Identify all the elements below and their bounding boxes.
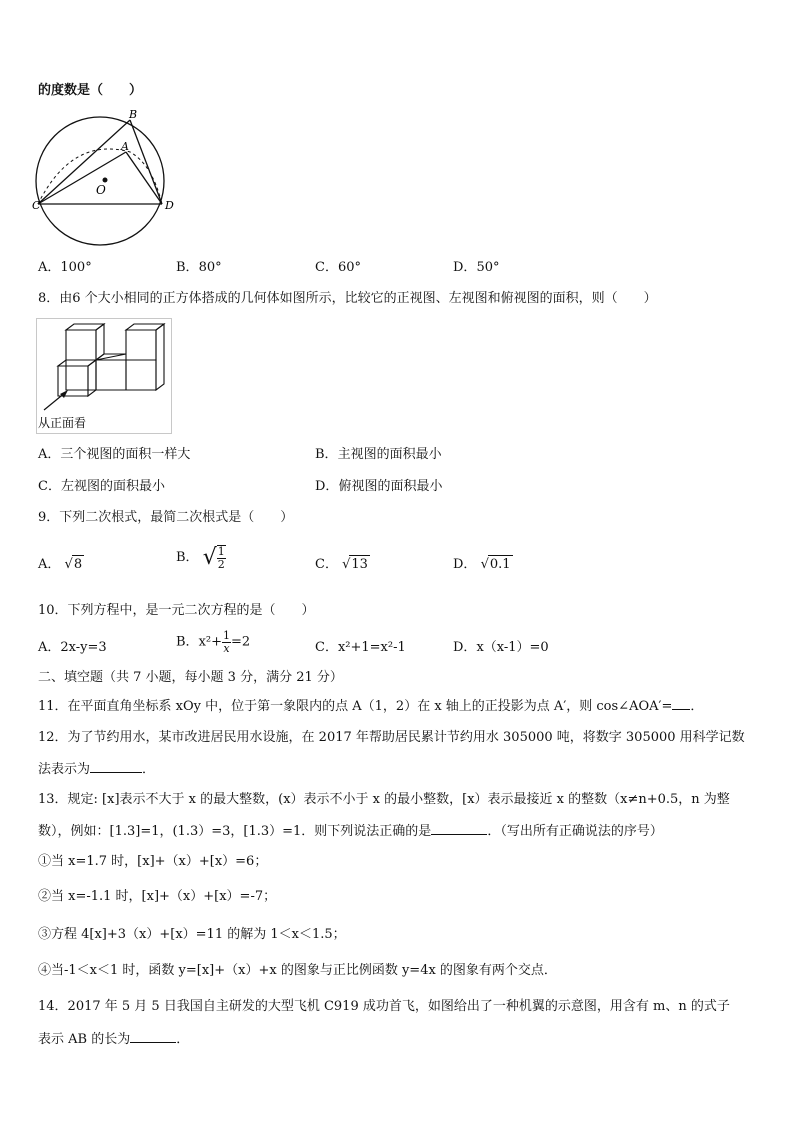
q8-figure-caption: 从正面看 — [38, 416, 87, 430]
label-b: B — [129, 108, 138, 121]
q10-option-c: C．x²+1=x²-1 — [315, 640, 406, 655]
label-c: C — [32, 199, 41, 212]
q13-item-2: ②当 x=-1.1 时，[x]+（x）+[x）=-7； — [38, 889, 277, 904]
section-heading: 二、填空题（共 7 小题，每小题 3 分，满分 21 分） — [38, 670, 343, 685]
q10-option-b: B．x²+ $\frac{1}{x}$ =2 — [176, 629, 251, 655]
segment-cb — [38, 120, 130, 204]
q8-option-d: D．俯视图的面积最小 — [315, 479, 443, 494]
q9-option-c: C． √13 — [315, 557, 368, 572]
segment-ad — [126, 152, 162, 204]
q13-line1: 13．规定: [x]表示不大于 x 的最大整数，(x）表示不小于 x 的最小整数，[x）表示最接近 x 的整数（x≠n+0.5，n 为整 — [38, 792, 730, 807]
q7-option-d: D．50° — [453, 260, 500, 275]
q8-option-a: A．三个视图的面积一样大 — [38, 447, 191, 462]
q13-item-1: ①当 x=1.7 时，[x]+（x）+[x）=6； — [38, 854, 268, 869]
q7-circle-figure — [32, 108, 182, 248]
q7-option-b: B．80° — [176, 260, 222, 275]
q7-stem-tail: 的度数是（ ） — [38, 83, 143, 98]
q9-option-d: D． √0.1 — [453, 557, 511, 572]
q7-option-c: C．60° — [315, 260, 361, 275]
label-o: O — [96, 183, 106, 197]
q8-stem: 8．由6 个大小相同的正方体搭成的几何体如图所示，比较它的正视图、左视图和俯视图的面积，则（ ） — [38, 291, 657, 306]
q11-text: 11．在平面直角坐标系 xOy 中，位于第一象限内的点 A（1，2）在 x 轴上的正投影为点 A′，则 cos∠AOA′= ． — [38, 699, 704, 714]
q9-stem: 9．下列二次根式，最简二次根式是（ ） — [38, 510, 294, 525]
q14-line2: 表示 AB 的长为 ． — [38, 1032, 190, 1047]
arrow-head — [60, 390, 68, 398]
q13-item-4: ④当-1＜x＜1 时，函数 y=[x]+（x）+x 的图象与正比例函数 y=4x 的图象有两个交点． — [38, 963, 557, 978]
q9-option-b: B． √ $\frac{1}{2}$ — [176, 545, 225, 571]
segment-ca — [38, 152, 126, 204]
label-d: D — [165, 199, 174, 212]
q9-option-a: A． √8 — [38, 557, 83, 572]
q7-option-a: A．100° — [38, 260, 92, 275]
q10-option-d: D．x（x-1）=0 — [453, 640, 549, 655]
q8-cubes-figure — [36, 318, 172, 434]
q10-option-a: A．2x-y=3 — [38, 640, 107, 655]
q12-line1: 12．为了节约用水，某市改进居民用水设施，在 2017 年帮助居民累计节约用水 305000 吨，将数字 305000 用科学记数 — [38, 730, 745, 745]
q13-line2: 数），例如：[1.3]=1，(1.3）=3，[1.3）=1．则下列说法正确的是 ．（写出所有正确说法的序号） — [38, 824, 663, 839]
center-dot — [103, 178, 108, 183]
q8-option-c: C．左视图的面积最小 — [38, 479, 165, 494]
q14-line1: 14．2017 年 5 月 5 日我国自主研发的大型飞机 C919 成功首飞，如图给出了一种机翼的示意图，用含有 m、n 的式子 — [38, 999, 730, 1014]
label-a: A — [121, 140, 129, 153]
circle-outline — [36, 117, 164, 245]
q12-line2: 法表示为 ． — [38, 762, 156, 777]
q8-option-b: B．主视图的面积最小 — [315, 447, 442, 462]
q10-stem: 10．下列方程中，是一元二次方程的是（ ） — [38, 603, 315, 618]
q13-item-3: ③方程 4[x]+3（x）+[x）=11 的解为 1＜x＜1.5； — [38, 927, 346, 942]
segment-bd — [130, 120, 162, 204]
